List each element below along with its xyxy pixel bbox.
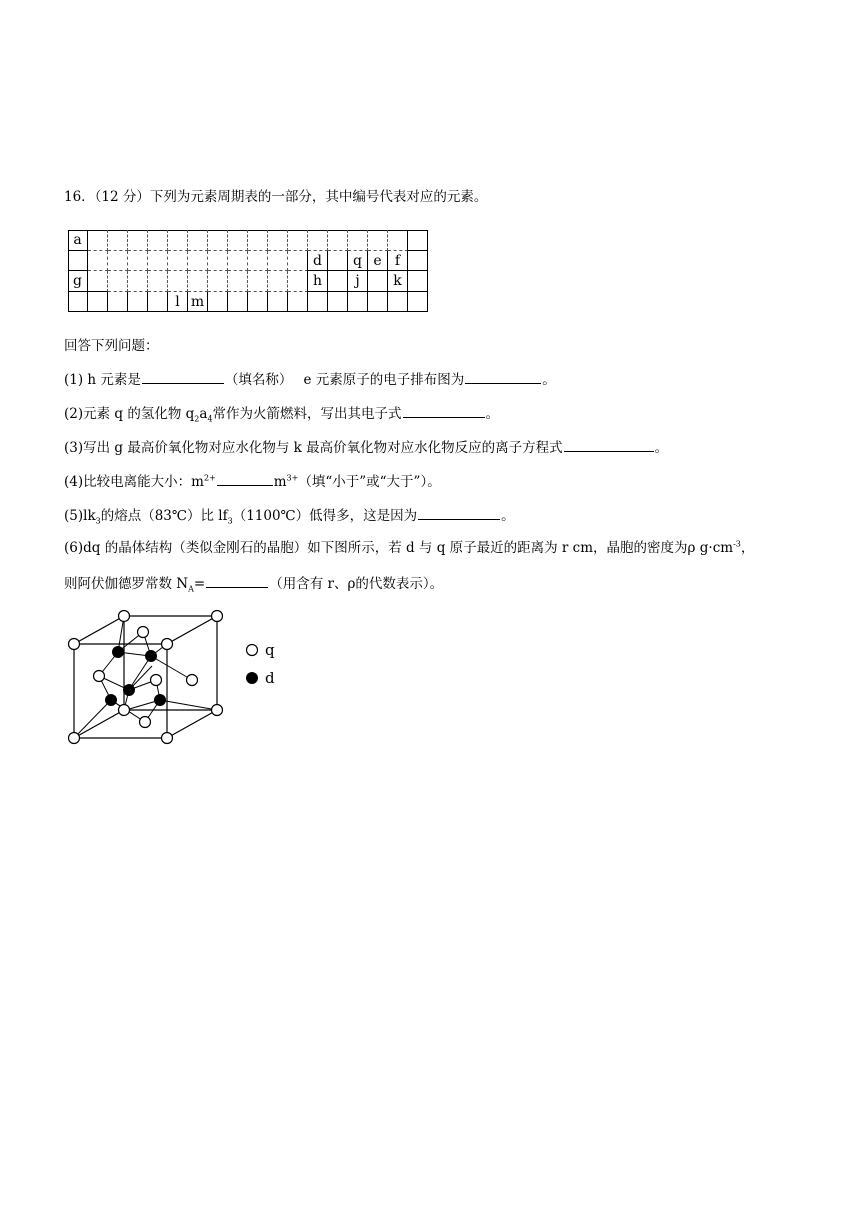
table-cell	[168, 230, 188, 251]
table-cell	[308, 271, 328, 292]
table-cell	[248, 271, 268, 292]
element-symbol-k: k	[393, 273, 402, 289]
table-cell	[128, 271, 148, 292]
table-cell	[288, 230, 308, 251]
table-cell	[108, 271, 128, 292]
table-cell	[168, 292, 188, 313]
table-cell	[388, 292, 408, 313]
q-atom	[69, 733, 80, 744]
table-cell	[168, 271, 188, 292]
table-cell	[408, 230, 428, 251]
table-cell	[148, 251, 168, 272]
table-cell	[288, 292, 308, 313]
d-atom	[155, 695, 166, 706]
element-symbol-q: q	[353, 252, 362, 269]
q-atom	[119, 705, 130, 716]
table-cell	[328, 251, 348, 272]
d-atom	[146, 651, 157, 662]
table-cell	[208, 292, 228, 313]
table-cell	[388, 271, 408, 292]
table-cell	[148, 230, 168, 251]
table-cell	[308, 292, 328, 313]
q2-text-d: 。	[485, 406, 500, 422]
table-cell	[228, 230, 248, 251]
q6-sup-1: -3	[733, 539, 741, 549]
legend-filled-label: d	[265, 669, 275, 687]
q4-sup-2: 3+	[286, 473, 299, 483]
legend-open-circle-icon	[247, 645, 258, 656]
table-cell	[88, 292, 108, 313]
table-cell	[368, 230, 388, 251]
table-cell	[328, 271, 348, 292]
table-cell	[408, 292, 428, 313]
table-cell	[88, 251, 108, 272]
element-symbol-d: d	[313, 252, 322, 269]
table-cell	[148, 292, 168, 313]
table-cell	[348, 251, 368, 272]
q2-answer-blank[interactable]	[403, 403, 485, 418]
question-1	[64, 369, 556, 389]
table-cell	[368, 292, 388, 313]
table-cell	[368, 251, 388, 272]
question-6-line-1	[64, 539, 754, 557]
q-atom	[212, 705, 223, 716]
q5-answer-blank[interactable]	[418, 505, 500, 520]
q-atoms	[69, 611, 223, 744]
element-symbol-m: m	[190, 293, 205, 310]
legend	[247, 641, 276, 687]
element-symbol-f: f	[394, 252, 401, 269]
q-atom	[162, 639, 173, 650]
table-cell	[88, 271, 108, 292]
q4-answer-blank[interactable]	[217, 471, 273, 486]
question-2	[64, 403, 499, 423]
q4-text-a: (4)比较电离能大小：m	[64, 474, 204, 490]
table-cell	[188, 271, 208, 292]
table-cell	[328, 230, 348, 251]
question-title: 16．（12 分）下列为元素周期表的一部分，其中编号代表对应的元素。	[64, 189, 488, 205]
q5-sub-2: 3	[227, 516, 233, 526]
table-cell	[248, 251, 268, 272]
question-3	[64, 437, 668, 457]
element-symbol-a: a	[73, 232, 82, 248]
element-symbol-e: e	[373, 252, 382, 269]
q2-text-c: 常作为火箭燃料，写出其电子式	[212, 406, 402, 422]
table-cell	[208, 230, 228, 251]
q-atom	[187, 675, 198, 686]
q1-answer-blank-1[interactable]	[142, 369, 224, 384]
table-cell	[308, 230, 328, 251]
table-cell	[128, 251, 148, 272]
q1-text-b: （填名称） e 元素原子的电子排布图为	[224, 372, 465, 388]
table-cell	[268, 292, 288, 313]
table-cell	[268, 251, 288, 272]
q4-sup-1: 2+	[203, 473, 216, 483]
q6-text-d: =	[193, 576, 206, 592]
table-cell	[208, 271, 228, 292]
table-cell	[188, 292, 208, 313]
q5-sub-1: 3	[95, 516, 101, 526]
table-cell	[288, 271, 308, 292]
table-cell	[348, 271, 368, 292]
table-cell	[168, 251, 188, 272]
table-cell	[68, 251, 88, 272]
q-atom	[69, 639, 80, 650]
table-cell	[368, 271, 388, 292]
element-symbol-l: l	[175, 293, 180, 310]
table-cell	[328, 292, 348, 313]
q-atom	[94, 671, 105, 682]
table-cell	[188, 251, 208, 272]
question-5	[64, 505, 515, 525]
q6-text-c: 则阿伏伽德罗常数 N	[64, 576, 189, 592]
table-cell	[388, 251, 408, 272]
q-atom	[212, 611, 223, 622]
table-cell	[228, 251, 248, 272]
q2-text-a: (2)元素 q 的氢化物 q	[64, 406, 195, 422]
table-cell	[88, 230, 108, 251]
table-cell	[408, 251, 428, 272]
table-cell	[268, 230, 288, 251]
q2-sub-1: 2	[194, 414, 200, 424]
element-symbol-g: g	[73, 273, 82, 289]
q5-text-b: 的熔点（83℃）比 lf	[100, 508, 228, 524]
q5-text-d: 。	[501, 508, 515, 524]
table-cell	[248, 292, 268, 313]
d-atom	[113, 647, 124, 658]
table-cell	[228, 292, 248, 313]
q1-text-c: 。	[542, 372, 556, 388]
q6-text-a: (6)dq 的晶体结构（类似金刚石的晶胞）如下图所示，若 d 与 q 原子最近的距离为 r cm，晶胞的密度为ρ g·cm	[64, 540, 734, 556]
table-cell	[228, 271, 248, 292]
table-cell	[208, 251, 228, 272]
table-cell	[68, 230, 88, 251]
d-atom	[106, 695, 117, 706]
q4-text-c: （填“小于”或“大于”）。	[298, 474, 441, 490]
table-cell	[348, 230, 368, 251]
q6-text-b: ，	[740, 540, 755, 556]
table-cell	[68, 271, 88, 292]
q3-text-a: (3)写出 g 最高价氧化物对应水化物与 k 最高价氧化物对应水化物反应的离子方程式	[64, 440, 563, 456]
q3-answer-blank[interactable]	[564, 437, 654, 452]
legend-open-label: q	[265, 641, 275, 659]
q4-text-b: m	[273, 474, 287, 490]
table-cell	[128, 292, 148, 313]
table-cell	[108, 230, 128, 251]
table-cell	[128, 230, 148, 251]
table-cell	[308, 251, 328, 272]
q-atom	[151, 675, 162, 686]
crystal-structure-diagram	[62, 604, 302, 750]
q2-text-b: a	[199, 406, 208, 422]
element-symbol-h: h	[312, 273, 323, 289]
d-atom	[124, 685, 135, 696]
q-atom	[138, 627, 149, 638]
q1-answer-blank-2[interactable]	[465, 369, 541, 384]
table-cell	[148, 271, 168, 292]
element-symbol-j: j	[355, 273, 360, 289]
table-cell	[108, 251, 128, 272]
answer-prompt: 回答下列问题：	[64, 338, 159, 354]
table-cell	[68, 292, 88, 313]
table-cell	[348, 292, 368, 313]
table-cell	[268, 271, 288, 292]
q-atom	[162, 733, 173, 744]
q5-text-c: （1100℃）低得多，这是因为	[232, 508, 418, 524]
q6-answer-blank[interactable]	[206, 573, 268, 588]
q6-text-e: （用含有 r、ρ的代数表示）。	[269, 576, 444, 592]
question-6-line-2	[64, 573, 443, 593]
q3-text-b: 。	[654, 440, 669, 456]
legend-filled-circle-icon	[247, 673, 258, 684]
table-cell	[188, 230, 208, 251]
table-cell	[108, 292, 128, 313]
question-4	[64, 471, 441, 491]
table-cell	[388, 230, 408, 251]
q2-sub-2: 4	[207, 414, 213, 424]
table-cell	[408, 271, 428, 292]
q5-text-a: (5)lk	[64, 508, 96, 524]
q-atom	[119, 611, 130, 622]
q1-text-a: (1) h 元素是	[64, 372, 141, 388]
table-cell	[248, 230, 268, 251]
q-atom	[140, 717, 151, 728]
table-cell	[288, 251, 308, 272]
q6-sub-1: A	[188, 584, 194, 594]
